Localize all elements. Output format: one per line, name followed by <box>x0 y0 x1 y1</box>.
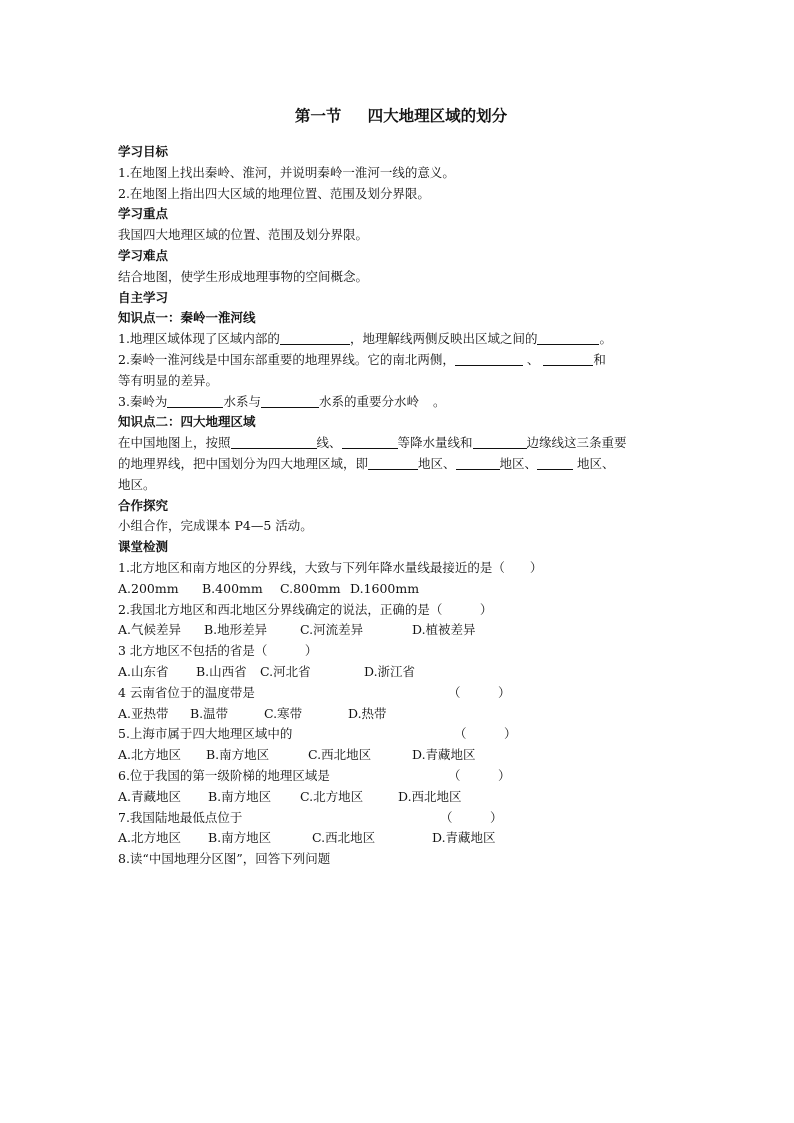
q7-answer-paren[interactable]: （ ） <box>440 809 503 825</box>
test-question-7 <box>118 808 678 829</box>
test-question-8: 8.读“中国地理分区图”，回答下列问题 <box>118 851 331 867</box>
k1-q1-blank-1[interactable] <box>280 332 350 345</box>
k1-q2-blank-2[interactable] <box>543 353 593 366</box>
q6-option-b[interactable]: B.南方地区 <box>208 788 272 804</box>
test-question-5 <box>118 724 678 745</box>
test-question-6-options <box>118 787 678 808</box>
cooperation-text: 小组合作，完成课本 P4—5 活动。 <box>118 518 313 534</box>
k2-text-5: 的地理界线，把中国划分为四大地理区域，即 <box>118 455 369 471</box>
test-question-3-options <box>118 662 678 683</box>
test-question-6 <box>118 766 678 787</box>
test-question-4 <box>118 683 678 704</box>
k2-blank-6[interactable] <box>537 457 573 470</box>
k2-text-2: 线、 <box>316 435 342 451</box>
k2-text-6: 地区、 <box>418 455 456 471</box>
k1-question-1 <box>118 329 678 350</box>
objective-item-1: 1.在地图上找出秦岭、淮河，并说明秦岭一淮河一线的意义。 <box>118 164 455 180</box>
q4-option-b[interactable]: B.温带 <box>190 705 229 721</box>
self-study-heading: 自主学习 <box>118 289 169 305</box>
q3-option-c[interactable]: C.河北省 <box>260 663 311 679</box>
q6-option-c[interactable]: C.北方地区 <box>300 788 364 804</box>
difficulties-heading: 学习难点 <box>118 247 169 263</box>
q1-option-d[interactable]: D.1600mm <box>350 580 420 596</box>
k1-question-3 <box>118 392 678 413</box>
k1-q3-text-b: 水系与 <box>223 393 261 409</box>
q1-option-c[interactable]: C.800mm <box>280 580 341 596</box>
q3-option-b[interactable]: B.山西省 <box>196 663 247 679</box>
q4-option-c[interactable]: C.寒带 <box>264 705 303 721</box>
q5-option-b[interactable]: B.南方地区 <box>206 747 270 763</box>
objective-item-2: 2.在地图上指出四大区域的地理位置、范围及划分界限。 <box>118 185 430 201</box>
q4-text: 4 云南省位于的温度带是 <box>118 684 255 700</box>
k1-q3-text-d: 。 <box>432 393 446 409</box>
q2-option-a[interactable]: A.气候差异 <box>118 622 182 638</box>
k1-q1-text-b: ，地理解线两侧反映出区域之间的 <box>349 331 538 347</box>
k1-q1-blank-2[interactable] <box>537 332 599 345</box>
q5-answer-paren[interactable]: （ ） <box>454 726 517 742</box>
q2-option-c[interactable]: C.河流差异 <box>300 622 364 638</box>
k2-text-7: 地区、 <box>499 455 538 471</box>
k2-paragraph-line-1 <box>118 433 678 454</box>
objectives-heading: 学习目标 <box>118 144 169 159</box>
test-question-5-options <box>118 745 678 766</box>
k1-q2-blank-1[interactable] <box>455 353 523 366</box>
worksheet-page <box>118 104 678 870</box>
k2-blank-3[interactable] <box>473 436 527 449</box>
k1-q3-text-a: 3.秦岭为 <box>118 393 168 409</box>
k2-blank-5[interactable] <box>456 457 500 470</box>
k2-text-8: 地区、 <box>573 455 615 471</box>
k2-blank-2[interactable] <box>342 436 398 449</box>
q6-text: 6.位于我国的第一级阶梯的地理区域是 <box>118 767 330 783</box>
k1-q2-text-b: 、 <box>526 351 540 367</box>
test-question-7-options <box>118 828 678 849</box>
q7-option-c[interactable]: C.西北地区 <box>312 830 376 846</box>
q7-option-a[interactable]: A.北方地区 <box>118 830 182 846</box>
k2-paragraph-line-2 <box>118 454 678 475</box>
test-question-3: 3 北方地区不包括的省是（ ） <box>118 643 318 659</box>
difficulties-text: 结合地图，使学生形成地理事物的空间概念。 <box>118 268 369 284</box>
q5-option-d[interactable]: D.青藏地区 <box>412 747 476 763</box>
q1-option-b[interactable]: B.400mm <box>202 580 263 596</box>
k2-text-1: 在中国地图上，按照 <box>118 435 231 451</box>
k2-text-3: 等降水量线和 <box>397 435 473 451</box>
cooperation-heading: 合作探究 <box>118 497 169 513</box>
knowledge-point-1-heading: 知识点一：秦岭一淮河线 <box>118 310 256 326</box>
k1-q3-text-c: 水系的重要分水岭 <box>318 393 419 409</box>
q7-option-d[interactable]: D.青藏地区 <box>432 830 496 846</box>
q1-option-a[interactable]: A.200mm <box>118 580 179 596</box>
test-question-4-options <box>118 704 678 725</box>
k2-blank-4[interactable] <box>368 457 418 470</box>
q5-option-a[interactable]: A.北方地区 <box>118 747 182 763</box>
test-question-2: 2.我国北方地区和西北地区分界线确定的说法，正确的是（ ） <box>118 601 493 617</box>
q6-option-a[interactable]: A.青藏地区 <box>118 788 182 804</box>
q4-option-d[interactable]: D.热带 <box>348 705 387 721</box>
k1-q1-text-c: 。 <box>599 331 612 347</box>
q7-option-b[interactable]: B.南方地区 <box>208 830 272 846</box>
q2-option-d[interactable]: D.植被差异 <box>412 622 476 638</box>
k1-q2-text-a: 2.秦岭一淮河线是中国东部重要的地理界线。它的南北两侧， <box>118 351 455 367</box>
test-question-1: 1.北方地区和南方地区的分界线，大致与下列年降水量线最接近的是（ ） <box>118 559 543 575</box>
q5-text: 5.上海市属于四大地理区域中的 <box>118 726 293 742</box>
q5-option-c[interactable]: C.西北地区 <box>308 747 372 763</box>
k1-q1-text-a: 1.地理区域体现了区域内部的 <box>118 331 280 347</box>
k1-q2-text-c: 和 <box>593 351 606 367</box>
test-question-1-options <box>118 579 678 600</box>
k1-q3-blank-2[interactable] <box>261 395 319 408</box>
k1-question-2-line-1 <box>118 350 678 371</box>
q6-option-d[interactable]: D.西北地区 <box>398 788 462 804</box>
k2-text-4: 边缘线这三条重要 <box>526 435 627 451</box>
k1-q3-blank-1[interactable] <box>167 395 223 408</box>
q4-answer-paren[interactable]: （ ） <box>448 684 511 700</box>
page-title: 第一节 四大地理区域的划分 <box>294 106 508 125</box>
k2-text-9: 地区。 <box>118 476 156 492</box>
q6-answer-paren[interactable]: （ ） <box>448 767 511 783</box>
q2-option-b[interactable]: B.地形差异 <box>204 622 268 638</box>
test-question-2-options <box>118 620 678 641</box>
k2-blank-1[interactable] <box>231 436 317 449</box>
knowledge-point-2-heading: 知识点二：四大地理区域 <box>118 414 256 430</box>
key-points-text: 我国四大地理区域的位置、范围及划分界限。 <box>118 227 369 243</box>
q3-option-d[interactable]: D.浙江省 <box>364 663 416 679</box>
k1-q2-text-d: 等有明显的差异。 <box>118 372 219 388</box>
q7-text: 7.我国陆地最低点位于 <box>118 809 243 825</box>
q3-option-a[interactable]: A.山东省 <box>118 663 169 679</box>
q4-option-a[interactable]: A.亚热带 <box>118 705 169 721</box>
test-heading: 课堂检测 <box>118 539 169 555</box>
key-points-heading: 学习重点 <box>118 206 169 222</box>
